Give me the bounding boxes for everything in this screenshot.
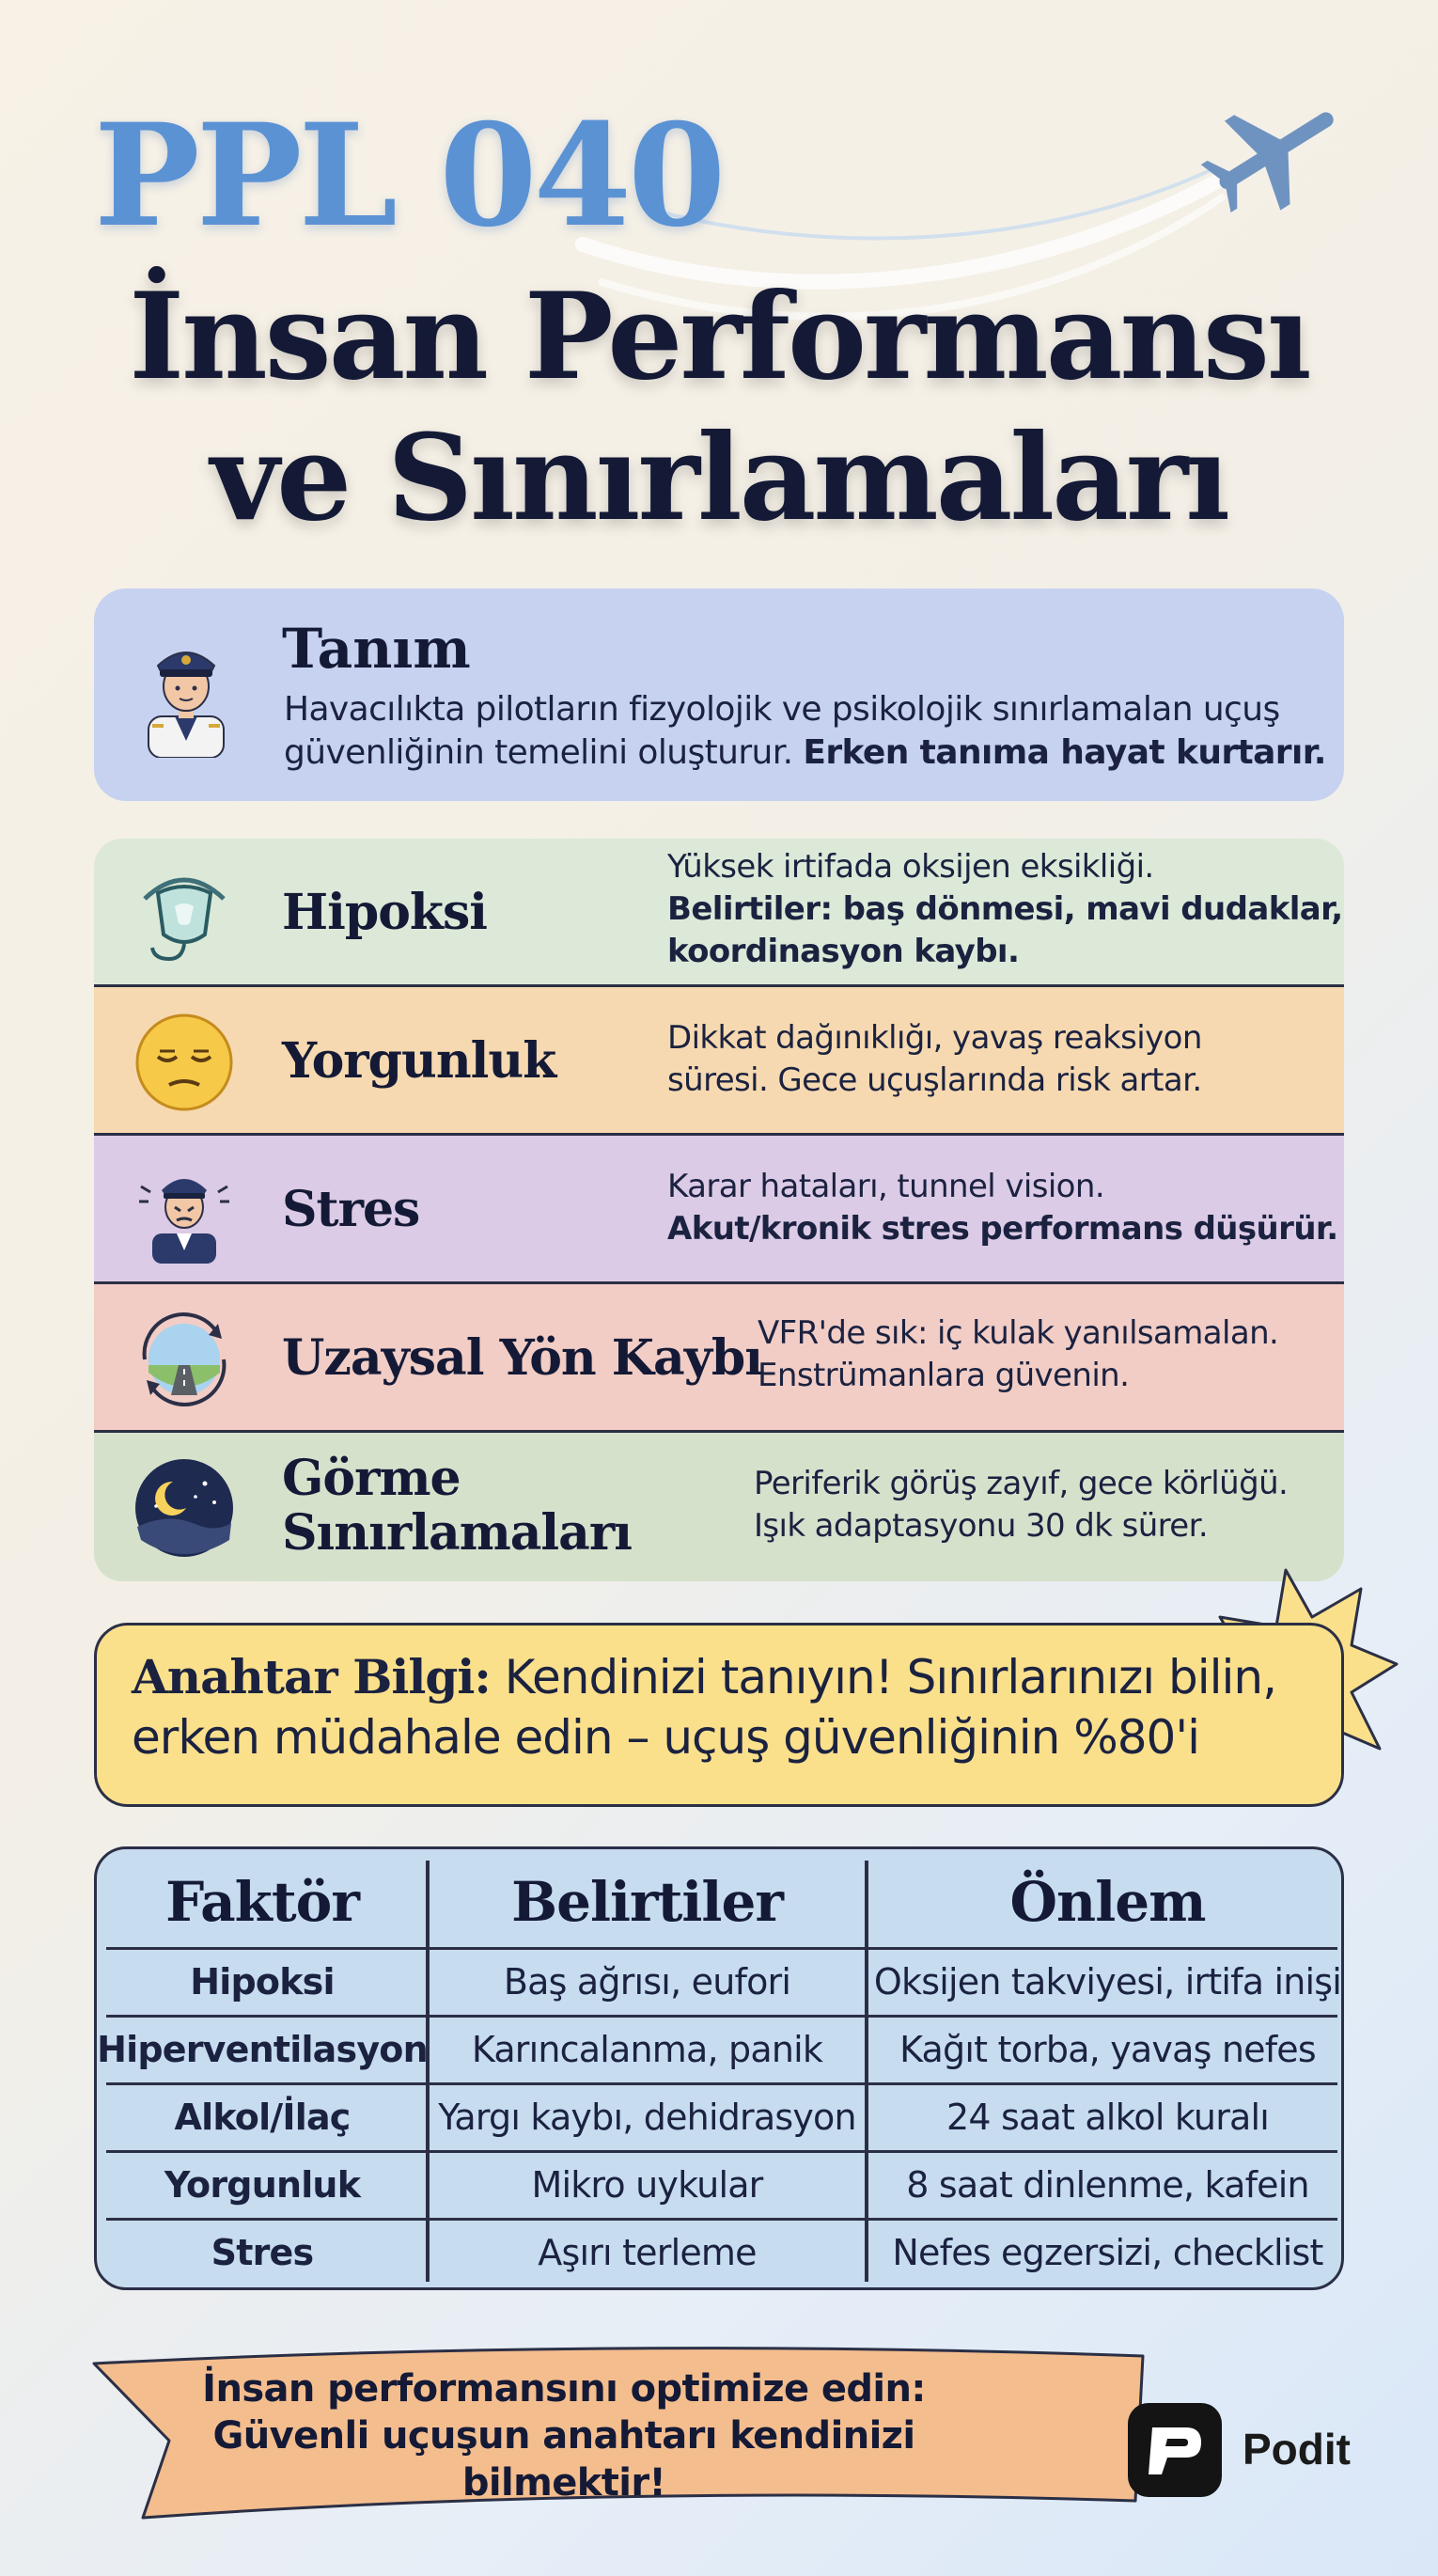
stressed-pilot-icon (132, 1158, 237, 1264)
table-cell: Nefes egzersizi, checklist (892, 2232, 1323, 2273)
factor-row-uzaysal-yon-kaybi (94, 1284, 1344, 1433)
night-moon-icon (132, 1455, 237, 1561)
factor-name (282, 1452, 632, 1561)
disorientation-icon (132, 1307, 237, 1412)
table-header-cell: Belirtiler (511, 1870, 783, 1934)
definition-text (284, 688, 1327, 775)
definition-card (94, 589, 1344, 801)
table-cell: Alkol/İlaç (174, 2097, 351, 2138)
table-cell: Yorgunluk (164, 2164, 361, 2206)
factor-name: Uzaysal Yön Kaybı (282, 1329, 763, 1387)
key-info-line2: erken müdahale edin – uçuş güvenliğinin %80'i (132, 1710, 1199, 1765)
factor-row-yorgunluk (94, 987, 1344, 1136)
table-cell: Yargı kaybı, dehidrasyon (438, 2097, 856, 2138)
definition-title: Tanım (282, 617, 471, 681)
table-cell: 24 saat alkol kuralı (946, 2097, 1270, 2138)
desc-line: Belirtiler: baş dönmesi, mavi dudaklar, (667, 890, 1343, 928)
desc-line: Karar hataları, tunnel vision. (667, 1168, 1105, 1205)
footer-line: Güvenli uçuşun anahtarı kendinizi bilmektir! (212, 2414, 915, 2505)
factor-description (667, 846, 1343, 973)
course-code: PPL 040 (94, 93, 723, 259)
factor-description (754, 1463, 1288, 1547)
key-info-text (132, 1647, 1353, 1767)
header (0, 0, 1438, 564)
desc-line: koordinasyon kaybı. (667, 933, 1020, 970)
factor-name-line: Görme (282, 1450, 461, 1507)
table-header-cell: Önlem (1009, 1870, 1206, 1934)
page-title-line2: ve Sınırlamaları (210, 408, 1228, 547)
factor-name: Hipoksi (282, 884, 487, 941)
table-cell: Mikro uykular (531, 2164, 763, 2206)
key-info-text-line: Kendinizi tanıyın! Sınırlarınızı bilin, (504, 1650, 1276, 1704)
table-cell: Karıncalanma, panik (471, 2029, 823, 2070)
desc-line: Dikkat dağınıklığı, yavaş reaksiyon (667, 1019, 1202, 1057)
factor-name: Stres (282, 1181, 420, 1238)
factor-description (667, 1017, 1202, 1102)
definition-emphasis: Erken tanıma hayat kurtarır. (803, 733, 1326, 772)
table-cell: Stres (211, 2232, 314, 2273)
page-title-line1: İnsan Performansı (129, 267, 1309, 406)
factor-description (758, 1312, 1278, 1397)
factor-name-line: Sınırlamaları (282, 1504, 633, 1562)
pilot-icon (130, 626, 242, 758)
definition-body: Havacılıkta pilotların fizyolojik ve psikolojik sınırlamalan uçuş güvenliğinin temelini oluşturur. (284, 690, 1280, 772)
factor-name: Yorgunluk (282, 1032, 556, 1090)
factor-row-gorme-sinirlamalari (94, 1433, 1344, 1581)
desc-line: Işık adaptasyonu 30 dk sürer. (754, 1507, 1209, 1545)
tired-face-icon (132, 1010, 237, 1115)
table-cell: Hiperventilasyon (97, 2029, 428, 2070)
table-header-cell: Faktör (165, 1870, 359, 1934)
table-cell: 8 saat dinlenme, kafein (906, 2164, 1309, 2206)
podit-logo-icon (1128, 2403, 1222, 2497)
table-cell: Kağıt torba, yavaş nefes (899, 2029, 1316, 2070)
desc-line: Yüksek irtifada oksijen eksikliği. (667, 848, 1154, 886)
footer-message (150, 2365, 977, 2506)
desc-line: Periferik görüş zayıf, gece körlüğü. (754, 1465, 1289, 1502)
factor-list (94, 839, 1344, 1581)
desc-line: Akut/kronik stres performans düşürür. (667, 1210, 1338, 1248)
table-cell: Aşırı terleme (538, 2232, 757, 2273)
logo-glyph (1128, 2403, 1222, 2497)
desc-line: süresi. Gece uçuşlarında risk artar. (667, 1061, 1202, 1099)
factor-description (667, 1166, 1338, 1250)
table-cell: Oksijen takviyesi, irtifa inişi (873, 1961, 1342, 2003)
desc-line: VFR'de sık: iç kulak yanılsamalan. (758, 1314, 1279, 1352)
table-cell: Baş ağrısı, eufori (503, 1961, 791, 2003)
footer-line: İnsan performansını optimize edin: (202, 2367, 926, 2411)
brand-name: Podit (1243, 2425, 1351, 2474)
oxygen-mask-icon (132, 861, 237, 966)
factor-row-stres (94, 1136, 1344, 1284)
factor-table (94, 1846, 1344, 2290)
key-info-label: Anahtar Bilgi: (132, 1649, 491, 1704)
key-info-line1 (132, 1647, 1353, 1707)
table-cell: Hipoksi (190, 1961, 335, 2003)
airplane-icon (1194, 90, 1353, 212)
factor-row-hipoksi (94, 839, 1344, 987)
desc-line: Enstrümanlara güvenin. (758, 1357, 1130, 1394)
